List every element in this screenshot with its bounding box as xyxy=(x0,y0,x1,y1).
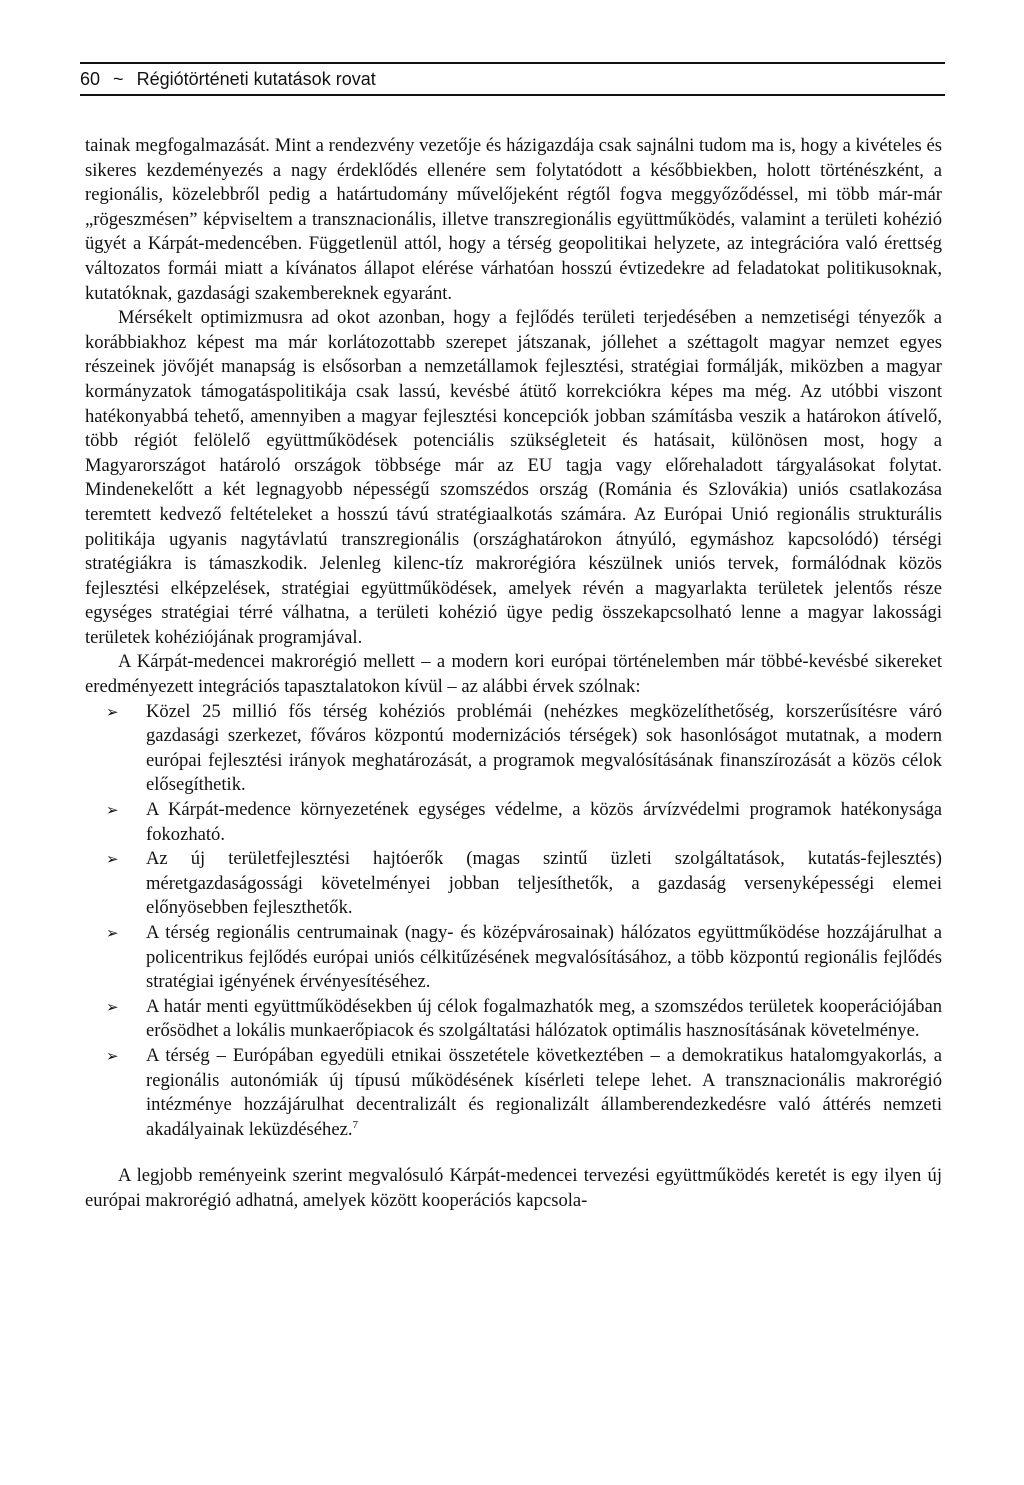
list-item xyxy=(106,995,942,1044)
footnote-reference[interactable]: 7 xyxy=(352,1118,358,1131)
page-number: 60 xyxy=(80,69,101,89)
arrow-bullet-icon: ➢ xyxy=(106,997,119,1016)
list-item-text: Az új területfejlesztési hajtóerők (magas szintű üzleti szolgáltatások, kutatás-fejlesztés) méretgazdaságossági követelményei jobban teljesíthetők, a gazdaság versenyképességi elemei előnyösebben fejleszthetők. xyxy=(146,848,942,919)
paragraph-1: tainak megfogalmazását. Mint a rendezvény vezetője és házigazdája csak sajnálni tudom ma is, hogy a kivételes és sikeres kezdeményezés a nagy érdeklődés ellenére sem folytatódott a későbbiekben, holott történészként, a regionális, közelebbről pedig a határtudomány művelőjeként régtől fogva meggyőződéssel, mi több már-már „rögeszmésen” képviseltem a transznacionális, illetve transzregionális együttműködés, valamint a területi kohézió ügyét a Kárpát-medencében. Függetlenül attól, hogy a térség geopolitikai helyzete, az integrációra való érettség változatos formái miatt a kívánatos állapot elérése várhatóan hosszú évtizedekre ad feladatokat politikusoknak, kutatóknak, gazdasági szakembereknek egyaránt. xyxy=(85,135,942,304)
running-header xyxy=(80,62,945,96)
arrow-bullet-icon: ➢ xyxy=(106,801,119,820)
list-item xyxy=(106,798,942,847)
header-separator: ~ xyxy=(113,69,124,89)
arrow-bullet-icon: ➢ xyxy=(106,702,119,721)
paragraph-4: A legjobb reményeink szerint megvalósuló Kárpát-medencei tervezési együttműködés keretét is egy ilyen új európai makrorégió adhatná, amelyek között kooperációs kapcsola- xyxy=(85,1165,942,1211)
paragraph-gap xyxy=(85,1142,942,1164)
list-item-text: A Kárpát-medence környezetének egységes védelme, a közös árvízvédelmi programok hatékonysága fokozható. xyxy=(146,799,942,845)
section-title: Régiótörténeti kutatások rovat xyxy=(136,69,376,89)
list-item-text: Közel 25 millió fős térség kohéziós problémái (nehézkes megközelíthetőség, korszerűsítésre váró gazdasági szerkezet, főváros központú modernizációs térségek) sok hasonlóságot mutatnak, a modern európai fejlesztési irányok meghatározását, a programok megvalósításának finanszírozását a közös célok elősegíthetik. xyxy=(146,700,942,796)
arrow-bullet-icon: ➢ xyxy=(106,850,119,869)
arrow-bullet-icon: ➢ xyxy=(106,924,119,942)
list-item-text: A határ menti együttműködésekben új célok fogalmazhatók meg, a szomszédos területek kooperációjában erősödhet a lokális munkaerőpiacok és szolgáltatási hálózatok optimális hasznosításának követelménye. xyxy=(146,995,942,1042)
page-body xyxy=(85,134,942,1214)
list-item-text: A térség regionális centrumainak (nagy- és középvárosainak) hálózatos együttműködése hozzájárulhat a policentrikus fejlődés európai uniós célkitűzésének megvalósításához, a több központú regionális fejlődés stratégiai igényének érvényesítéséhez. xyxy=(146,922,942,993)
list-item xyxy=(106,700,942,798)
paragraph-3: A Kárpát-medencei makrorégió mellett – a modern kori európai történelemben már többé-kevésbé sikereket eredményezett integrációs tapasztalatokon kívül – az alábbi érvek szólnak: xyxy=(85,651,942,698)
arrow-bullet-icon: ➢ xyxy=(106,1046,119,1065)
list-item xyxy=(106,847,942,921)
list-item-text: A térség – Európában egyedüli etnikai összetétele következtében – a demokratikus hatalomgyakorlás, a regionális autonómiák új típusú működésének kísérleti telepe lehet. A transznacionális makrorégió intézménye hozzájárulhat decentralizált és regionalizált államberendezkedésre való áttérés nemzeti akadályainak leküzdéséhez. xyxy=(146,1044,942,1140)
paragraph-2: Mérsékelt optimizmusra ad okot azonban, hogy a fejlődés területi terjedésében a nemzetiségi tényezők a korábbiakhoz képest ma már korlátozottabb szerepet játszanak, jóllehet a széttagolt magyar nemzet egyes részeinek jövőjét manapság is elsősorban a nemzetállamok fejlesztési, stratégiai formálják, miközben a magyar kormányzatok támogatáspolitikája csak lassú, kevésbé átütő korrekciókra képes ma még. Az utóbbi viszont hatékonyabbá tehető, amennyiben a magyar fejlesztési koncepciók jobban számításba veszik a határokon átívelő, több régiót felölelő együttműködések potenciális szükségleteit és hatásait, különösen most, hogy a Magyarországot határoló országok többsége már az EU tagja vagy előrehaladott tárgyalásokat folytat. Mindenekelőtt a két legnagyobb népességű szomszédos ország (Románia és Szlovákia) uniós csatlakozása teremtett kedvező feltételeket a hosszú távú stratégiaalkotás számára. Az Európai Unió regionális strukturális politikája ugyanis nagytávlatú transzregionális (országhatárokon átnyúló, egymáshoz kapcsolódó) térségi stratégiákra is támaszkodik. Jelenleg kilenc-tíz makrorégióra készülnek uniós tervek, formálódnak közös fejlesztési elképzelések, stratégiai együttműködések, amelyek révén a magyarlakta területek jelentős része egységes stratégiai térré válhatna, a területi kohézió ügye pedig összekapcsolható lenne a magyar lakossági területek kohéziójának programjával. xyxy=(85,307,942,648)
argument-list xyxy=(85,700,942,1143)
list-item xyxy=(106,921,942,995)
list-item xyxy=(106,1044,942,1142)
